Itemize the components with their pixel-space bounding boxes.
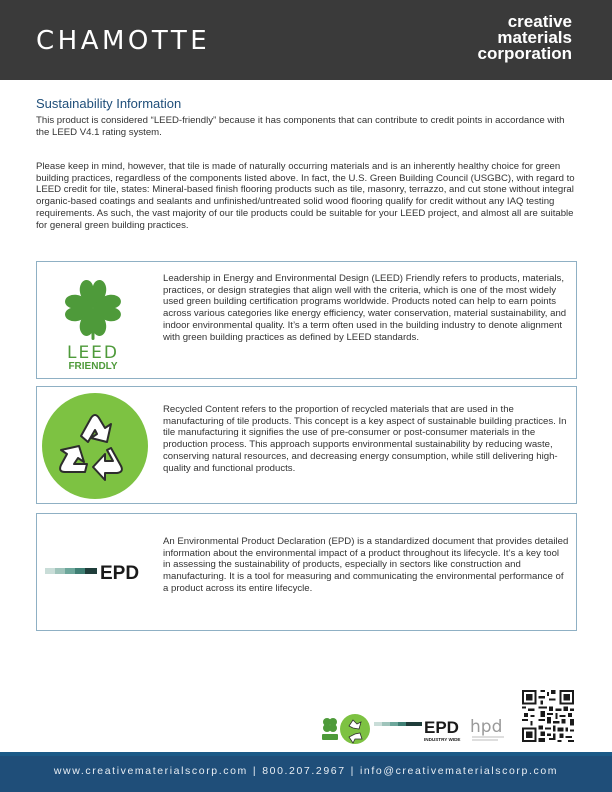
leed-logo-subword: FRIENDLY [68, 361, 118, 370]
company-line-3: corporation [477, 44, 572, 63]
section-title: Sustainability Information [36, 96, 182, 111]
leed-small-icon [322, 718, 338, 740]
hpd-icon [470, 717, 504, 740]
intro-paragraph: This product is considered “LEED-friendly” because it has components that can contribute to credit points in accordance with the LEED V4.1 rating system. [36, 115, 565, 138]
epd-small-word: EPD [424, 718, 459, 737]
leed-card [36, 261, 577, 379]
epd-description: An Environmental Product Declaration (EPD) is a standardized document that provides detailed information about the environmental impact of a product throughout its lifecycle. It’s a key tool in assessing the sustainability of products, especially in sectors like construction and manufacturing. It is a tool for measuring and communicating the environmental performance of a product across its entire lifecycle. [163, 536, 569, 594]
leed-friendly-icon [53, 270, 133, 370]
recycle-small-icon [340, 714, 370, 744]
epd-logo-word: EPD [100, 563, 140, 584]
epd-card [36, 513, 577, 631]
page-header [0, 0, 612, 80]
footer-email-link[interactable]: info@creativematerialscorp.com [359, 765, 559, 777]
footer-separator: | [252, 765, 258, 777]
footer-phone[interactable]: 800.207.2967 [262, 765, 346, 777]
brand-name: CHAMOTTE [36, 26, 211, 56]
page-footer [0, 756, 612, 792]
detail-paragraph: Please keep in mind, however, that tile is made of naturally occurring materials and is an inherently healthy choice for green building practices, regardless of the components listed above. In fact, the U.S. Green Building Council (USGBC), with regard to LEED credit for tile, states: Mineral-based finish flooring products such as tile, masonry, terrazzo, and cut stone without integral organic-based coatings and sealants and unfinished/untreated solid wood flooring qualify for credit without any IAQ testing requirements. As such, the vast majority of our tile products could be suitable for your LEED project, and almost all are suitable for general green building practices. [36, 161, 575, 231]
epd-icon [45, 558, 149, 584]
epd-small-subtext: INDUSTRY WIDE [424, 737, 461, 742]
recycled-description: Recycled Content refers to the proportion of recycled materials that are used in the manufacturing of tile products. This concept is a key aspect of sustainable building practices. In tile manufacturing it signifies the use of pre-consumer or post-consumer materials in the production process. This approach supports environmental sustainability by reducing waste, conserving natural resources, and decreasing energy consumption, while still delivering high-quality and functional products. [163, 404, 567, 474]
company-logo [478, 14, 572, 62]
leed-logo-word: LEED [66, 343, 120, 363]
certification-logo-strip [318, 712, 508, 746]
recycled-card [36, 386, 577, 504]
footer-separator: | [350, 765, 355, 777]
company-line-1: creative [507, 12, 572, 31]
epd-small-icon [374, 718, 461, 742]
qr-code-icon[interactable] [522, 690, 574, 742]
company-line-2: materials [497, 28, 572, 47]
hpd-word: hpd [470, 717, 503, 737]
leed-description: Leadership in Energy and Environmental Design (LEED) Friendly refers to products, materials, practices, or design strategies that align well with the criteria, which is one of the most widely used green building certification programs worldwide. Products noted can help to earn points across various categories like energy efficiency, water conservation, material sustainability, and indoor environmental quality. It’s a term often used in the building industry to denote alignment with green building practices as defined by LEED standards. [163, 273, 567, 343]
recycle-icon [41, 392, 149, 500]
footer-website-link[interactable]: www.creativematerialscorp.com [53, 765, 248, 777]
